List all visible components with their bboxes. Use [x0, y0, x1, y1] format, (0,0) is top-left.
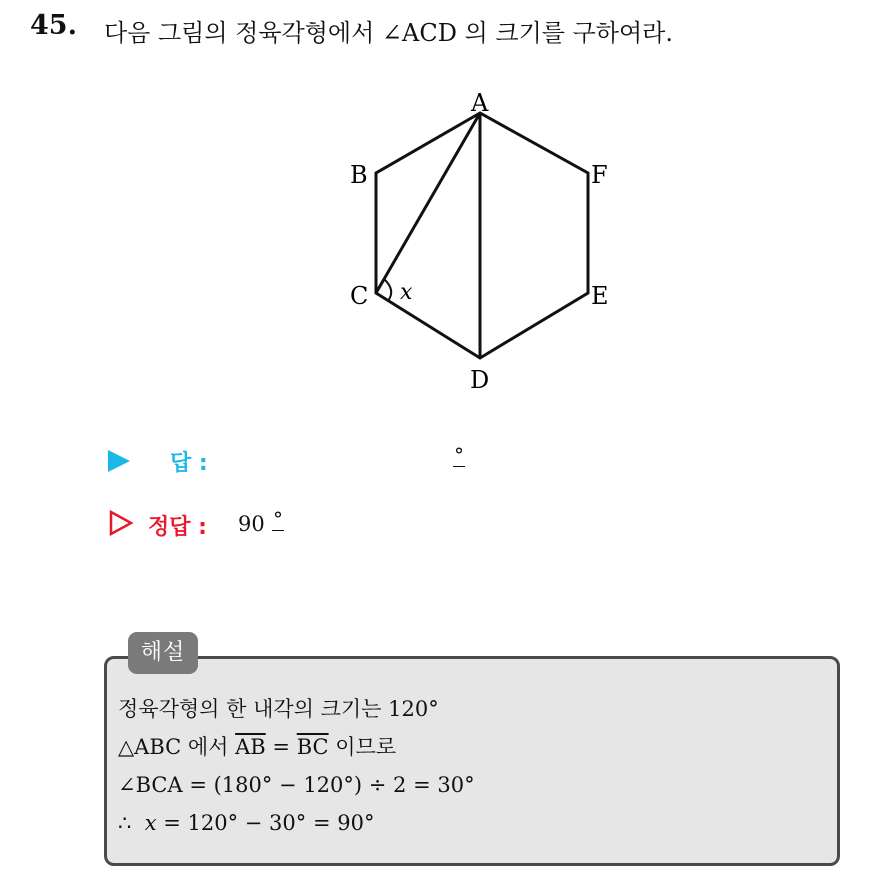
vertex-label-f: F [591, 161, 608, 189]
explanation-line-2 [118, 728, 475, 766]
explanation-line-1: 정육각형의 한 내각의 크기는 120° [118, 697, 439, 721]
explanation-tab: 해설 [128, 632, 198, 674]
vertex-label-e: E [591, 282, 609, 310]
angle-label-x: x [400, 280, 413, 305]
correct-answer-label: 정답 : [148, 515, 207, 540]
explanation-content [118, 690, 475, 842]
answer-label: 답 : [170, 451, 208, 476]
vertex-label-d: D [470, 366, 490, 394]
hexagon-figure [330, 80, 630, 400]
vertex-label-c: C [350, 282, 369, 310]
answer-row [108, 444, 608, 478]
line2-equals: = [265, 735, 297, 759]
play-outline-icon [108, 510, 134, 536]
line2-prefix: △ABC 에서 [118, 735, 236, 759]
line2-suffix: 이므로 [328, 735, 397, 759]
play-filled-icon [108, 450, 130, 472]
segment-ac [376, 113, 480, 293]
vertex-label-a: A [471, 89, 489, 117]
question-number: 45. [30, 10, 77, 41]
segment-bc-label: $\overline{BC}$ [296, 735, 329, 759]
answer-unit: ° [454, 443, 464, 467]
variable-x: x [144, 811, 157, 835]
segment-ab-label: $\overline{AB}$ [235, 735, 266, 759]
correct-answer-unit: ° [273, 507, 283, 531]
explanation-line-3: ∠BCA = (180° − 120°) ÷ 2 = 30° [118, 773, 475, 797]
therefore-symbol: ∴ [118, 811, 132, 835]
explanation-line-4 [118, 804, 475, 842]
correct-answer-value: 90 [238, 512, 265, 536]
correct-answer-row [108, 506, 608, 542]
vertex-label-b: B [350, 161, 368, 189]
line4-rest: = 120° − 30° = 90° [156, 811, 375, 835]
hexagon-diagram [330, 80, 630, 400]
question-text: 다음 그림의 정육각형에서 ∠ACD 의 크기를 구하여라. [104, 19, 673, 47]
